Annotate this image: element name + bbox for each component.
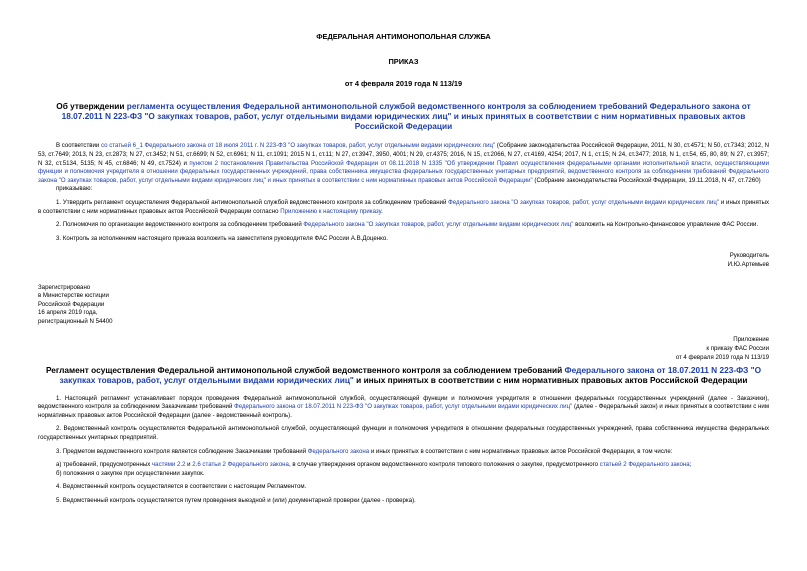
regulation-title-link[interactable]: Федерального закона от 18.07.2011 N 223-ФЗ "О закупках товаров, работ, услуг отдельными видами юридических лиц" [59,365,762,386]
item-1-text-c: . [381,207,383,215]
reg-item-3 [38,448,769,457]
registration-block [38,284,769,327]
reg-item-a-link-1[interactable]: частями 2.2 [152,461,186,469]
reg-item-5: 5. Ведомственный контроль осуществляется путем проведения выездной и (или) документарной проверки (далее - проверка). [56,497,416,505]
item-1-text-a: 1. Утвердить регламент осуществления Федеральной антимонопольной службой ведомственного контроля за соблюдением требований [56,198,449,206]
order-title [38,101,769,132]
agency-name: ФЕДЕРАЛЬНАЯ АНТИМОНОПОЛЬНАЯ СЛУЖБА [316,32,491,41]
preamble [38,142,769,185]
order-word: приказываю: [56,185,93,193]
reg-item-1-link[interactable]: Федерального закона от 18.07.2011 N 223-ФЗ "О закупках товаров, работ, услуг отдельными видами юридических лиц" [234,403,573,411]
registration-line-5: регистрационный N 54400 [38,317,113,325]
item-1-link-appendix[interactable]: Приложению к настоящему приказу [280,207,382,215]
reg-item-b: б) положения о закупке при осуществлении закупок. [56,469,205,477]
title-prefix: Об утверждении [56,100,127,111]
signature-name: И.Ю.Артемьев [727,260,769,268]
preamble-link-decree[interactable]: пунктом 2 постановления Правительства Российской Федерации от 08.11.2018 N 1335 "Об утверждении Правил осуществления федеральными органами исполнительной власти, осуществляющими функции и полномочия учредителя в отношении федеральных государственных учреждений, права собственника имущества федеральных государственных унитарных предприятий, ведомственного контроля за соблюдением требований Федерального закона "О закупках товаров, работ, услуг отдельными видами юридических лиц" и иных принятых в соответствии с ним нормативных правовых актов Российской Федерации" [38,159,769,184]
reg-item-3-link[interactable]: Федерального закона [307,447,370,455]
preamble-text-2: (Собрание законодательства Российской Федерации, 2011, N 30, ст.4571; N 50, ст.7343; 2012, N 53, ст.7649; 2013, N 23, ст.2873; N 27, ст.3452; N 51, ст.6699; N 52, ст.6961; N 11, ст.1091; 2015 N 1, ст.11; N 27, ст.3947, 3950, 4001; N 29, ст.4375; 2016, N 15, ст.2066, N 27, ст.4169, 4254; 2017, N 1, ст.15; N 24, ст.3477; 2018, N 1, ст.54, 65, 80, 89; N 27, ст.3957; N 32, ст.5134, 5135; N 45, ст.6846; N 49, ст.7524) и [38,142,769,167]
regulation-title-b: и иных принятых в соответствии с ним нормативных правовых актов Российской Федерации [353,375,748,386]
item-2 [38,221,769,230]
item-2-text-a: 2. Полномочия по организации ведомственного контроля за соблюдением требований [56,221,304,229]
reg-item-4: 4. Ведомственный контроль осуществляется в соответствии с настоящим Регламентом. [56,483,307,491]
registration-line-2: в Министерстве юстиции [38,292,109,300]
reg-item-1 [38,395,769,421]
item-1-link-law[interactable]: Федерального закона "О закупках товаров, работ, услуг отдельными видами юридических лиц" [448,198,720,206]
registration-line-1: Зарегистрировано [38,283,91,291]
reg-item-a [38,461,769,470]
reg-item-a-link-2[interactable]: 2.6 статьи 2 Федерального закона [192,461,289,469]
item-2-link-law[interactable]: Федерального закона "О закупках товаров, работ, услуг отдельными видами юридических лиц" [303,221,574,229]
reg-item-a-text-c: , в случае утверждения органом ведомственного контроля типового положения о закупке, предусмотренного [288,461,600,469]
reg-item-3-text-b: и иных принятых в соответствии с ним нормативных правовых актов Российской Федерации, в том числе: [369,447,673,455]
item-3: 3. Контроль за исполнением настоящего приказа возложить на заместителя руководителя ФАС России А.В.Доценко. [56,234,388,242]
reg-item-a-text-b: и [185,461,193,469]
reg-item-a-link-3[interactable]: статьей 2 Федерального закона [599,461,690,469]
reg-item-a-text-d: ; [689,461,692,469]
item-1 [38,199,769,216]
reg-item-3-text-a: 3. Предметом ведомственного контроля является соблюдение Заказчиками требований [56,447,308,455]
document-date: от 4 февраля 2019 года N 113/19 [344,79,463,89]
appendix-line-3: от 4 февраля 2019 года N 113/19 [675,353,769,361]
appendix-line-2: к приказу ФАС России [706,345,769,353]
regulation-title-a: Регламент осуществления Федеральной антимонопольной службой ведомственного контроля за соблюдением требований [45,365,565,376]
signature-role: Руководитель [729,252,769,260]
registration-line-3: Российской Федерации [38,300,105,308]
registration-line-4: 16 апреля 2019 года, [38,309,98,317]
reg-item-1-text-a: 1. Настоящий регламент устанавливает порядок проведения Федеральной антимонопольной службой, осуществляющей функции и полномочия учредителя в отношении федеральных государственных учреждений (далее - Заказчики), ведомственного контроля за соблюдением Заказчиками требований [38,394,769,411]
item-2-text-b: возложить на Контрольно-финансовое управление ФАС России. [573,221,759,229]
title-link[interactable]: регламента осуществления Федеральной антимонопольной службой ведомственного контроля за соблюдением требований Федерального закона от 18.07.2011 N 223-ФЗ "О закупках товаров, работ, услуг отдельными видами юридических лиц" и иных принятых в соответствии с ним нормативных правовых актов Российской Федерации [61,100,751,132]
item-1-text-b: и иных принятых в соответствии с ним нормативных правовых актов Российской Федерации согласно [38,198,769,215]
reg-item-1-text-b: (далее - Федеральный закон) и иных принятых в соответствии с ним нормативных правовых актов Российской Федерации (далее - ведомственный контроль). [38,403,770,419]
preamble-link-law[interactable]: со статьей 6_1 Федерального закона от 18 июля 2011 г. N 223-ФЗ "О закупках товаров, работ, услуг отдельными видами юридических лиц" [100,142,496,150]
regulation-title [38,365,769,385]
appendix-header [38,336,769,362]
appendix-line-1: Приложение [733,336,769,344]
reg-item-a-text-a: а) требований, предусмотренных [56,461,152,469]
document [38,33,769,506]
reg-item-2: 2. Ведомственный контроль осуществляется Федеральной антимонопольной службой, осуществляющей функции и полномочия учредителя в отношении федеральных государственных учреждений, права собственника имущества федеральных государственных унитарных предприятий. [38,425,769,442]
preamble-text-1: В соответствии [56,142,101,150]
document-type: ПРИКАЗ [388,56,419,66]
preamble-text-3: (Собрание законодательства Российской Федерации, 19.11.2018, N 47, ст.7260) [532,176,761,184]
